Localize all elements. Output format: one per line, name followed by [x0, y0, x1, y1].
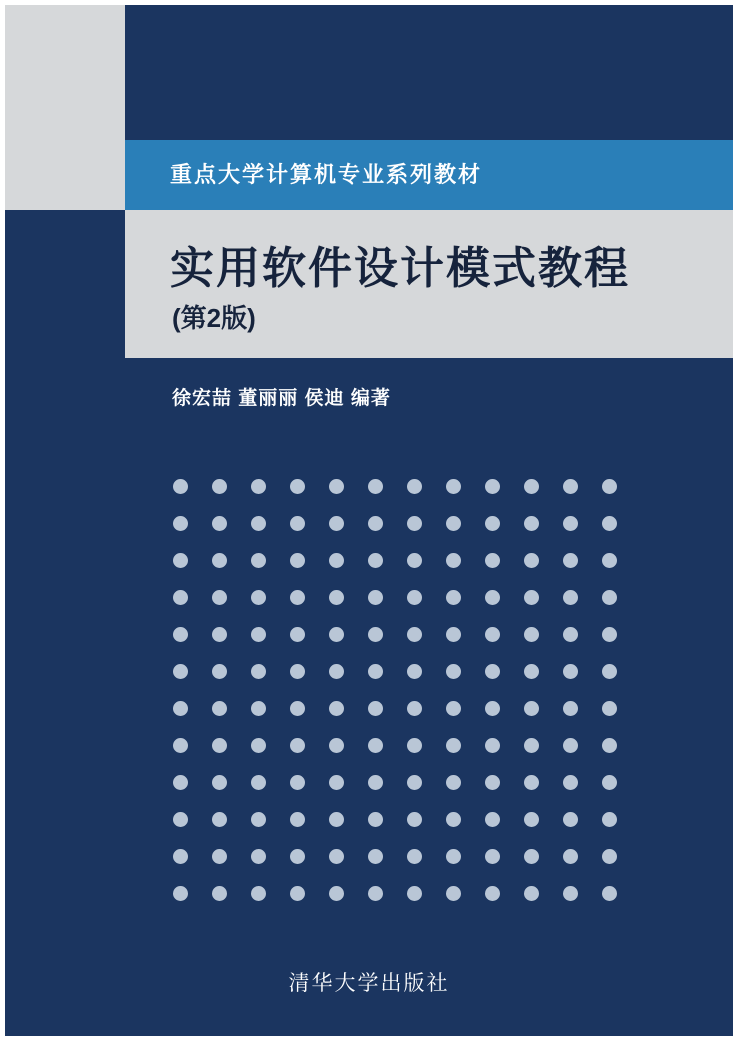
grid-dot — [368, 590, 383, 605]
dot-grid-decoration — [173, 479, 615, 921]
grid-dot — [173, 849, 188, 864]
grid-dot — [485, 849, 500, 864]
grid-dot — [212, 627, 227, 642]
grid-dot — [212, 590, 227, 605]
grid-dot — [446, 775, 461, 790]
grid-dot — [212, 553, 227, 568]
grid-dot — [446, 738, 461, 753]
grid-dot — [173, 627, 188, 642]
publisher-name: 清华大学出版社 — [288, 972, 450, 995]
grid-dot — [524, 701, 539, 716]
grid-dot — [485, 479, 500, 494]
grid-dot — [173, 479, 188, 494]
grid-dot — [212, 516, 227, 531]
grid-dot — [524, 516, 539, 531]
grid-dot — [212, 849, 227, 864]
grid-dot — [446, 664, 461, 679]
grid-dot — [602, 664, 617, 679]
corner-accent-block — [5, 5, 125, 210]
grid-dot — [446, 516, 461, 531]
grid-dot — [290, 553, 305, 568]
grid-dot — [251, 553, 266, 568]
grid-dot — [602, 479, 617, 494]
grid-dot — [251, 812, 266, 827]
grid-dot — [602, 590, 617, 605]
grid-dot — [524, 738, 539, 753]
grid-dot — [329, 664, 344, 679]
grid-dot — [407, 516, 422, 531]
grid-dot — [290, 886, 305, 901]
grid-dot — [173, 590, 188, 605]
grid-dot — [329, 627, 344, 642]
grid-dot — [563, 516, 578, 531]
grid-dot — [407, 590, 422, 605]
grid-dot — [212, 479, 227, 494]
grid-dot — [485, 664, 500, 679]
grid-dot — [407, 775, 422, 790]
grid-dot — [602, 516, 617, 531]
grid-dot — [290, 664, 305, 679]
grid-dot — [290, 701, 305, 716]
grid-dot — [446, 590, 461, 605]
grid-dot — [407, 812, 422, 827]
grid-dot — [290, 590, 305, 605]
grid-dot — [485, 627, 500, 642]
grid-dot — [602, 775, 617, 790]
grid-dot — [563, 886, 578, 901]
grid-dot — [602, 849, 617, 864]
grid-dot — [173, 812, 188, 827]
grid-dot — [446, 849, 461, 864]
grid-dot — [368, 516, 383, 531]
grid-dot — [485, 738, 500, 753]
grid-dot — [251, 590, 266, 605]
grid-dot — [563, 849, 578, 864]
grid-dot — [368, 738, 383, 753]
grid-dot — [407, 627, 422, 642]
grid-dot — [407, 664, 422, 679]
grid-dot — [563, 590, 578, 605]
grid-dot — [329, 849, 344, 864]
grid-dot — [212, 886, 227, 901]
title-panel — [125, 210, 733, 358]
grid-dot — [446, 627, 461, 642]
series-title: 重点大学计算机专业系列教材 — [170, 162, 483, 187]
grid-dot — [290, 516, 305, 531]
grid-dot — [251, 738, 266, 753]
grid-dot — [173, 886, 188, 901]
author-line: 徐宏喆 董丽丽 侯迪 编著 — [172, 388, 391, 409]
grid-dot — [173, 553, 188, 568]
grid-dot — [329, 553, 344, 568]
grid-dot — [485, 553, 500, 568]
grid-dot — [485, 590, 500, 605]
grid-dot — [251, 664, 266, 679]
grid-dot — [524, 849, 539, 864]
grid-dot — [251, 849, 266, 864]
grid-dot — [212, 812, 227, 827]
cover-background — [5, 5, 733, 1036]
grid-dot — [173, 701, 188, 716]
series-band — [125, 140, 733, 210]
grid-dot — [173, 738, 188, 753]
grid-dot — [485, 516, 500, 531]
grid-dot — [563, 627, 578, 642]
grid-dot — [368, 775, 383, 790]
grid-dot — [251, 627, 266, 642]
book-title: 实用软件设计模式教程 — [170, 244, 630, 293]
grid-dot — [251, 886, 266, 901]
grid-dot — [524, 627, 539, 642]
grid-dot — [329, 701, 344, 716]
grid-dot — [602, 812, 617, 827]
grid-dot — [407, 553, 422, 568]
grid-dot — [368, 627, 383, 642]
grid-dot — [524, 886, 539, 901]
grid-dot — [173, 516, 188, 531]
grid-dot — [290, 738, 305, 753]
grid-dot — [251, 701, 266, 716]
grid-dot — [212, 775, 227, 790]
grid-dot — [290, 627, 305, 642]
grid-dot — [329, 738, 344, 753]
grid-dot — [329, 886, 344, 901]
grid-dot — [485, 812, 500, 827]
grid-dot — [563, 701, 578, 716]
grid-dot — [602, 553, 617, 568]
grid-dot — [368, 886, 383, 901]
grid-dot — [446, 812, 461, 827]
grid-dot — [173, 664, 188, 679]
grid-dot — [212, 664, 227, 679]
grid-dot — [485, 701, 500, 716]
grid-dot — [329, 812, 344, 827]
grid-dot — [251, 516, 266, 531]
grid-dot — [563, 812, 578, 827]
grid-dot — [329, 590, 344, 605]
grid-dot — [446, 553, 461, 568]
grid-dot — [602, 627, 617, 642]
grid-dot — [563, 738, 578, 753]
grid-dot — [524, 812, 539, 827]
grid-dot — [407, 849, 422, 864]
grid-dot — [602, 738, 617, 753]
grid-dot — [563, 553, 578, 568]
grid-dot — [602, 701, 617, 716]
grid-dot — [446, 886, 461, 901]
grid-dot — [602, 886, 617, 901]
grid-dot — [407, 701, 422, 716]
grid-dot — [290, 849, 305, 864]
grid-dot — [290, 775, 305, 790]
grid-dot — [290, 812, 305, 827]
grid-dot — [524, 664, 539, 679]
grid-dot — [407, 886, 422, 901]
grid-dot — [407, 479, 422, 494]
grid-dot — [329, 479, 344, 494]
grid-dot — [212, 701, 227, 716]
grid-dot — [485, 775, 500, 790]
grid-dot — [407, 738, 422, 753]
grid-dot — [368, 849, 383, 864]
grid-dot — [368, 479, 383, 494]
grid-dot — [251, 479, 266, 494]
grid-dot — [563, 664, 578, 679]
grid-dot — [290, 479, 305, 494]
grid-dot — [485, 886, 500, 901]
grid-dot — [368, 812, 383, 827]
grid-dot — [368, 553, 383, 568]
grid-dot — [212, 738, 227, 753]
grid-dot — [368, 701, 383, 716]
book-edition: (第2版) — [172, 303, 256, 333]
grid-dot — [524, 479, 539, 494]
grid-dot — [368, 664, 383, 679]
grid-dot — [524, 590, 539, 605]
grid-dot — [524, 553, 539, 568]
grid-dot — [563, 479, 578, 494]
grid-dot — [329, 516, 344, 531]
grid-dot — [524, 775, 539, 790]
grid-dot — [446, 479, 461, 494]
grid-dot — [173, 775, 188, 790]
grid-dot — [563, 775, 578, 790]
grid-dot — [329, 775, 344, 790]
grid-dot — [251, 775, 266, 790]
grid-dot — [446, 701, 461, 716]
